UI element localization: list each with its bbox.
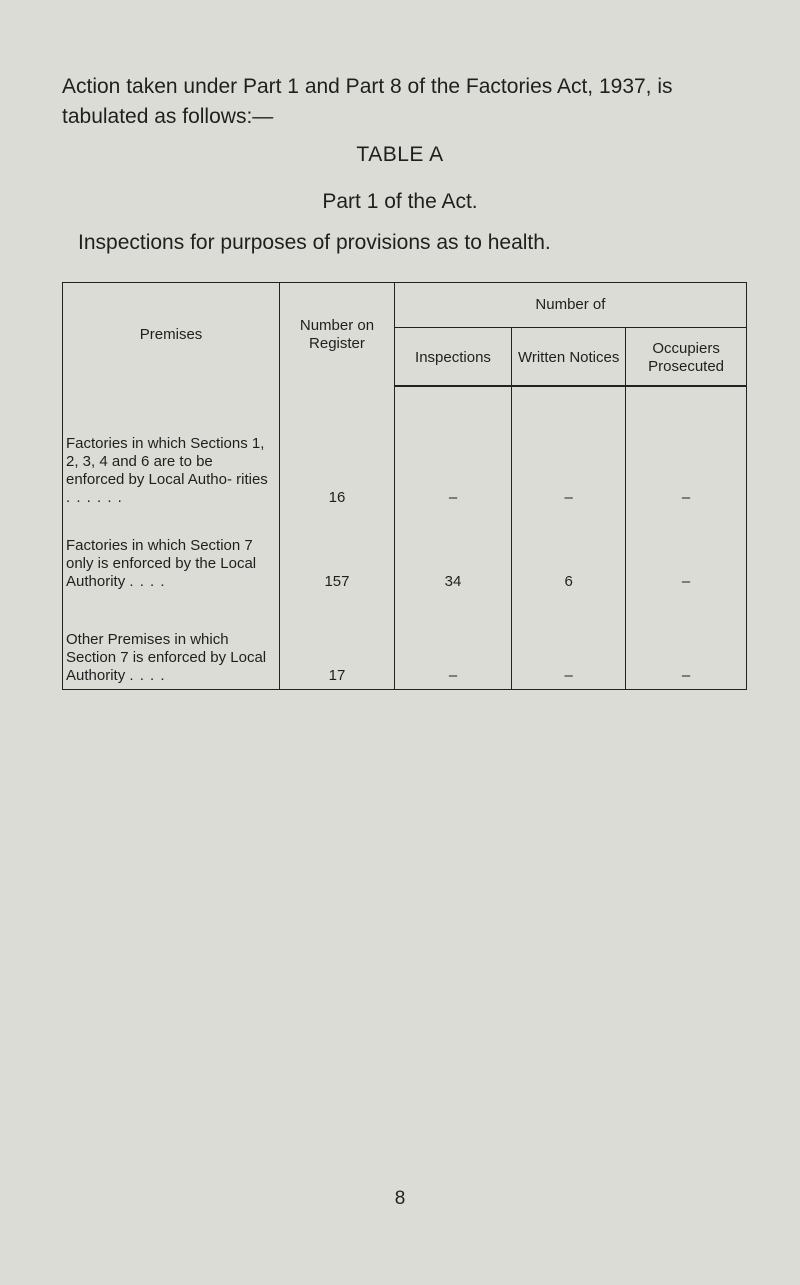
written-notices-cell: – [512,595,626,690]
register-cell: 16 [280,386,395,511]
register-cell: 157 [280,511,395,595]
written-notices-cell: – [512,386,626,511]
dot-leader: . . . . [129,667,166,684]
inspections-cell: 34 [394,511,511,595]
premises-text: Factories in which Section 7 only is enforced by the Local Authority [66,537,257,590]
part-heading: Part 1 of the Act. [322,190,478,213]
occupiers-prosecuted-cell: – [626,386,747,511]
table-row [63,511,747,595]
register-cell: 17 [280,595,395,690]
written-notices-header: Written Notices [512,328,626,387]
inspections-table [62,282,747,690]
inspections-header: Inspections [394,328,511,387]
dot-leader: . . . . [129,573,166,590]
table-row [63,386,747,511]
dot-leader: . . . . . . [66,489,123,506]
table-row [63,595,747,690]
premises-header: Premises [63,283,280,387]
register-header: Number on Register [280,283,395,387]
premises-cell [63,386,280,511]
table-title: TABLE A [356,143,444,166]
page-number: 8 [394,1188,406,1209]
written-notices-cell: 6 [512,511,626,595]
inspections-cell: – [394,386,511,511]
premises-cell [63,511,280,595]
occupiers-prosecuted-header: Occupiers Prosecuted [626,328,747,387]
occupiers-prosecuted-cell: – [626,595,747,690]
intro-paragraph: Action taken under Part 1 and Part 8 of the Factories Act, 1937, is tabulated as follows:— [62,75,673,128]
inspections-cell: – [394,595,511,690]
premises-text: Other Premises in which Section 7 is enforced by Local Authority [66,631,267,684]
premises-text: Factories in which Sections 1, 2, 3, 4 and 6 are to be enforced by Local Autho- rities [66,435,268,488]
premises-cell [63,595,280,690]
table-subtitle: Inspections for purposes of provisions as to health. [78,231,551,254]
occupiers-prosecuted-cell: – [626,511,747,595]
number-of-header: Number of [394,283,746,328]
